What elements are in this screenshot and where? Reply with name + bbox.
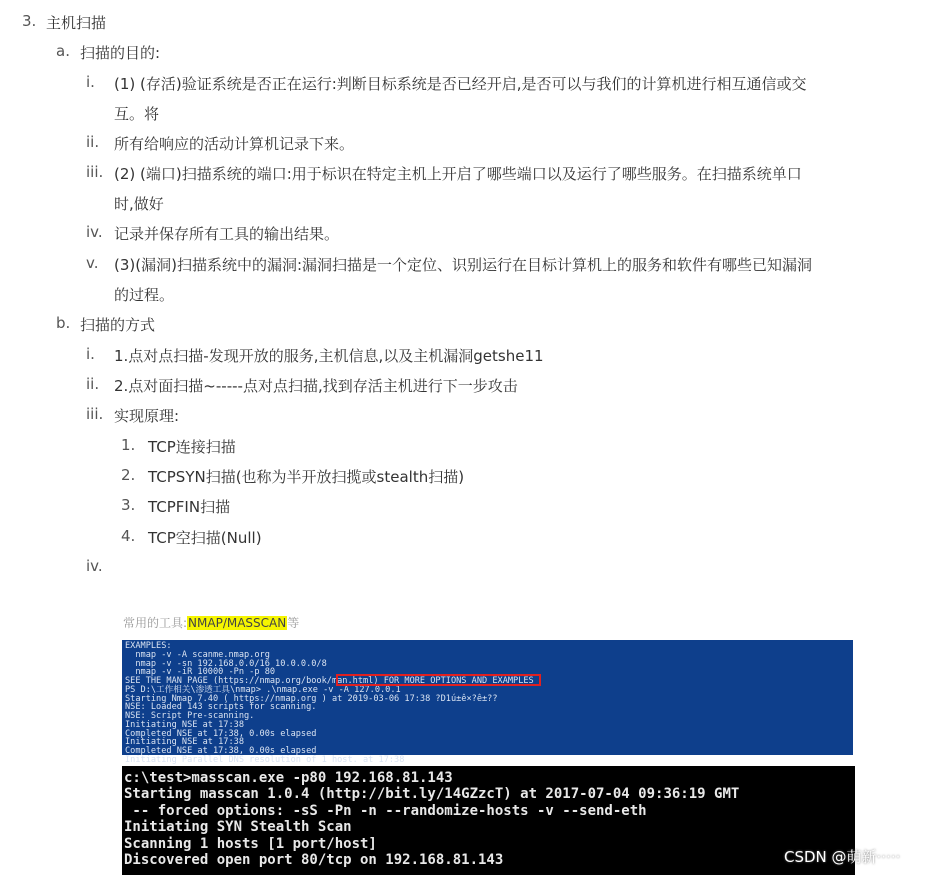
terminal-line: Starting masscan 1.0.4 (http://bit.ly/14GZzcT) at 2017-07-04 09:36:19 GMT — [124, 786, 740, 803]
list-marker: 2. — [121, 466, 136, 484]
terminal-line: nmap -v -iR 10000 -Pn -p 80 — [125, 667, 276, 678]
list-marker: iii. — [86, 163, 104, 181]
list-marker: i. — [86, 345, 95, 363]
list-marker: iv. — [86, 557, 103, 575]
terminal-line: SEE THE MAN PAGE (https://nmap.org/book/man.html) FOR MORE OPTIONS AND EXAMPLES — [125, 676, 534, 686]
terminal-line: c:\test>masscan.exe -p80 192.168.81.143 — [124, 770, 453, 786]
list-text: TCPSYN扫描(也称为半开放扫揽或stealth扫描) — [148, 468, 465, 486]
list-marker: iv. — [86, 223, 103, 241]
list-text: 时,做好 — [114, 195, 164, 213]
terminal-line: Completed NSE at 17:38, 0.00s elapsed — [125, 746, 317, 756]
terminal-line: NSE: Loaded 143 scripts for scanning. — [125, 702, 317, 713]
terminal-line: -- forced options: -sS -Pn -n --randomize-hosts -v --send-eth — [124, 802, 647, 819]
powershell-screenshot — [122, 640, 853, 765]
list-text: TCP空扫描(Null) — [148, 529, 262, 547]
list-text: (3)(漏洞)扫描系统中的漏洞:漏洞扫描是一个定位、识别运行在目标计算机上的服务和软件有哪些已知漏洞 — [114, 256, 813, 274]
list-marker: b. — [56, 314, 71, 332]
list-text: 的过程。 — [114, 286, 175, 304]
list-marker: ii. — [86, 375, 100, 393]
tools-caption — [123, 614, 299, 631]
terminal-line: EXAMPLES: — [125, 641, 172, 651]
terminal-line: Initiating NSE at 17:38 — [125, 737, 244, 748]
list-text: 扫描的目的: — [80, 44, 161, 62]
list-marker: 3. — [22, 12, 37, 30]
terminal-line: Completed NSE at 17:38, 0.00s elapsed — [125, 728, 317, 739]
cmd-screenshot — [122, 766, 855, 875]
terminal-line: Scanning 1 hosts [1 port/host] — [124, 835, 377, 852]
watermark: CSDN @萌新····· — [784, 848, 901, 866]
list-marker: 3. — [121, 496, 136, 514]
caption-suffix: 等 — [287, 616, 300, 630]
terminal-line: Initiating Parallel DNS resolution of 1 host. at 17:38 — [125, 754, 405, 765]
list-text: (1) (存活)验证系统是否正在运行:判断目标系统是否已经开启,是否可以与我们的计算机进行相互通信或交 — [114, 75, 807, 93]
list-marker: 1. — [121, 436, 136, 454]
list-text: 所有给响应的活动计算机记录下来。 — [114, 135, 355, 153]
list-text: TCPFIN扫描 — [148, 498, 231, 516]
terminal-line: Discovered open port 80/tcp on 192.168.81.143 — [124, 852, 504, 869]
caption-prefix: 常用的工具: — [123, 616, 188, 630]
terminal-line: NSE: Script Pre-scanning. — [125, 711, 255, 721]
terminal-line: nmap -v -A scanme.nmap.org — [125, 649, 270, 660]
terminal-line: Initiating SYN Stealth Scan — [124, 819, 352, 836]
list-marker: iii. — [86, 405, 104, 423]
list-text: 1.点对点扫描-发现开放的服务,主机信息,以及主机漏洞getshe11 — [114, 347, 544, 365]
terminal-line: Initiating NSE at 17:38 — [125, 719, 244, 730]
terminal-line: Starting Nmap 7.40 ( https://nmap.org ) at 2019-03-06 17:38 ?D1ú±ê×?ê±?? — [125, 693, 498, 704]
list-text: 记录并保存所有工具的输出结果。 — [114, 225, 340, 243]
list-marker: a. — [56, 42, 70, 60]
list-text: 实现原理: — [114, 407, 180, 425]
list-text: 2.点对面扫描~-----点对点扫描,找到存活主机进行下一步攻击 — [114, 377, 518, 395]
terminal-line: nmap -v -sn 192.168.0.0/16 10.0.0.0/8 — [125, 658, 327, 669]
list-text: 互。将 — [114, 105, 160, 123]
list-marker: 4. — [121, 527, 136, 545]
caption-highlight: NMAP/MASSCAN — [188, 616, 287, 630]
list-text: (2) (端口)扫描系统的端口:用于标识在特定主机上开启了哪些端口以及运行了哪些服务。在扫描系统单口 — [114, 165, 802, 183]
list-text: 扫描的方式 — [80, 316, 156, 334]
list-text: 主机扫描 — [46, 14, 107, 32]
list-marker: i. — [86, 73, 95, 91]
highlight-box — [336, 674, 541, 686]
list-text: TCP连接扫描 — [148, 438, 236, 456]
list-marker: v. — [86, 254, 99, 272]
terminal-line: PS D:\工作相关\渗透工具\nmap> .\nmap.exe -v -A 127.0.0.1 — [125, 684, 401, 695]
list-marker: ii. — [86, 133, 100, 151]
